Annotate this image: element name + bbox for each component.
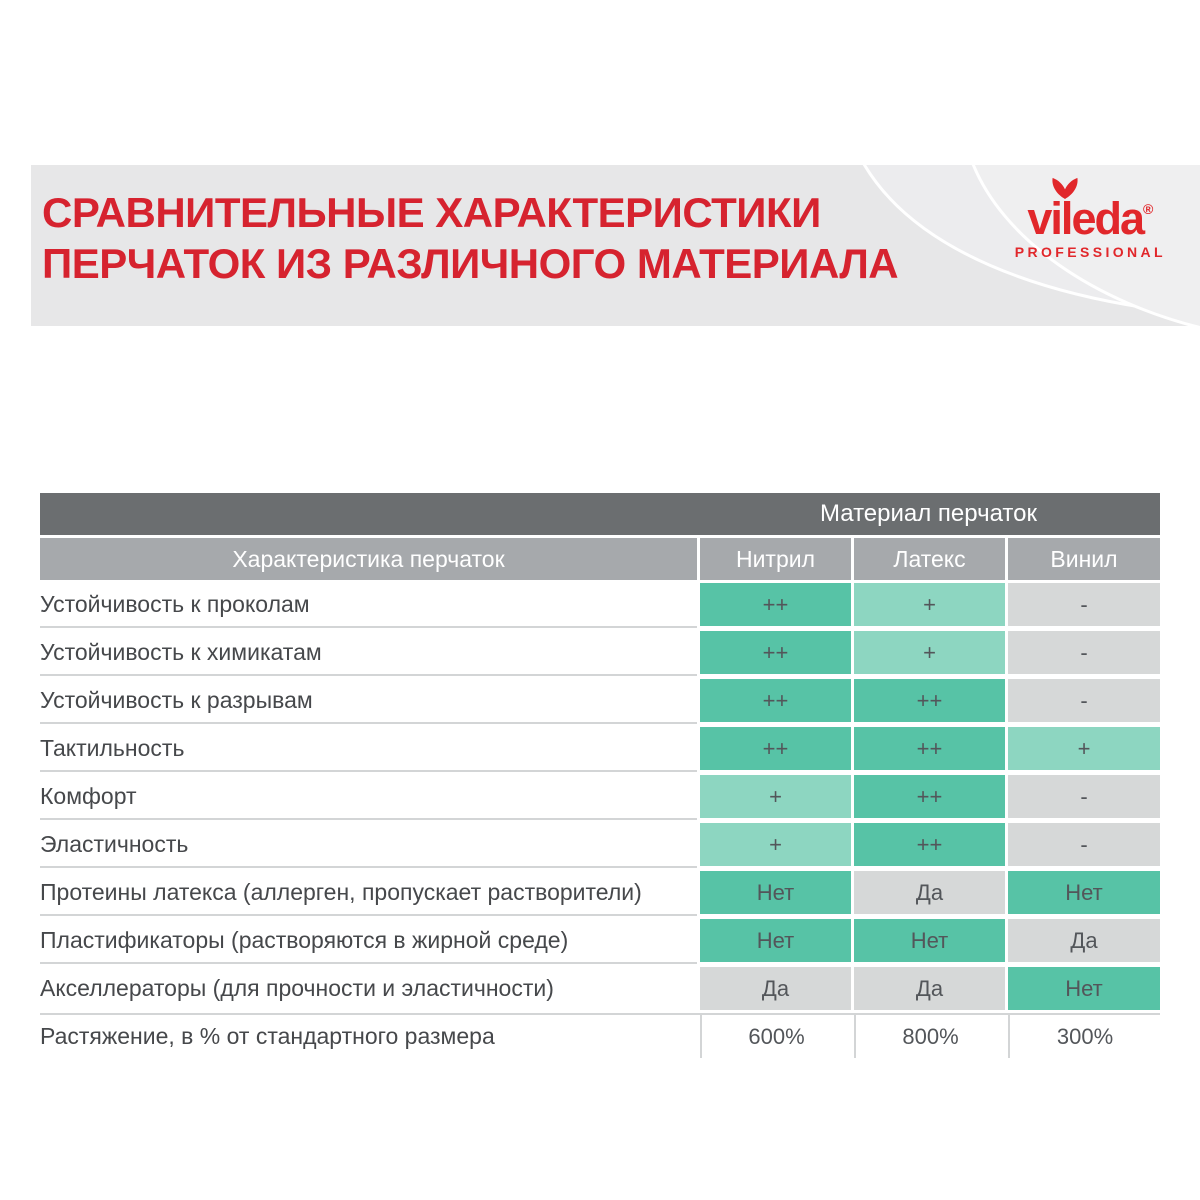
row-label: Комфорт bbox=[40, 775, 697, 820]
cell-latex: ++ bbox=[854, 775, 1005, 818]
group-header-row bbox=[40, 493, 1160, 535]
cell-nitrile: ++ bbox=[700, 727, 851, 770]
table-row bbox=[40, 727, 1160, 772]
column-header-latex: Латекс bbox=[854, 538, 1005, 580]
registered-mark: ® bbox=[1142, 201, 1154, 217]
vileda-logo bbox=[1015, 177, 1166, 260]
cell-vinyl: Да bbox=[1008, 919, 1160, 962]
cell-vinyl: Нет bbox=[1008, 967, 1160, 1010]
row-label: Акселлераторы (для прочности и эластичности) bbox=[40, 967, 697, 1010]
cell-nitrile: Нет bbox=[700, 919, 851, 962]
title-banner bbox=[31, 165, 1200, 326]
cell-latex: Да bbox=[854, 967, 1005, 1010]
cell-nitrile: Да bbox=[700, 967, 851, 1010]
cell-nitrile: Нет bbox=[700, 871, 851, 914]
cell-vinyl: 300% bbox=[1008, 1015, 1160, 1058]
logo-brand-text: vileda® bbox=[1027, 193, 1154, 244]
cell-latex: ++ bbox=[854, 727, 1005, 770]
cell-latex: + bbox=[854, 583, 1005, 626]
table-row bbox=[40, 871, 1160, 916]
cell-vinyl: - bbox=[1008, 823, 1160, 866]
table-row bbox=[40, 775, 1160, 820]
logo-sub-text: PROFESSIONAL bbox=[1014, 244, 1166, 260]
table-row bbox=[40, 583, 1160, 628]
cell-nitrile: + bbox=[700, 823, 851, 866]
column-header-vinyl: Винил bbox=[1008, 538, 1160, 580]
column-header-row bbox=[40, 538, 1160, 580]
table-row bbox=[40, 1013, 1160, 1058]
cell-vinyl: - bbox=[1008, 583, 1160, 626]
cell-latex: ++ bbox=[854, 679, 1005, 722]
row-label: Пластификаторы (растворяются в жирной среде) bbox=[40, 919, 697, 964]
page-title bbox=[42, 187, 898, 289]
cell-nitrile: ++ bbox=[700, 583, 851, 626]
page-title-line2: ПЕРЧАТОК ИЗ РАЗЛИЧНОГО МАТЕРИАЛА bbox=[42, 240, 899, 287]
row-label: Эластичность bbox=[40, 823, 697, 868]
cell-latex: 800% bbox=[854, 1015, 1005, 1058]
cell-vinyl: - bbox=[1008, 775, 1160, 818]
row-label: Протеины латекса (аллерген, пропускает растворители) bbox=[40, 871, 697, 916]
cell-vinyl: - bbox=[1008, 631, 1160, 674]
cell-latex: Нет bbox=[854, 919, 1005, 962]
table-row bbox=[40, 823, 1160, 868]
cell-nitrile: 600% bbox=[700, 1015, 851, 1058]
cell-nitrile: ++ bbox=[700, 631, 851, 674]
cell-vinyl: + bbox=[1008, 727, 1160, 770]
page-title-line1: СРАВНИТЕЛЬНЫЕ ХАРАКТЕРИСТИКИ bbox=[42, 189, 821, 236]
cell-latex: + bbox=[854, 631, 1005, 674]
row-label: Тактильность bbox=[40, 727, 697, 772]
table-row bbox=[40, 679, 1160, 724]
table-row bbox=[40, 919, 1160, 964]
row-label: Устойчивость к химикатам bbox=[40, 631, 697, 676]
row-header-label: Характеристика перчаток bbox=[40, 538, 697, 580]
cell-vinyl: - bbox=[1008, 679, 1160, 722]
cell-vinyl: Нет bbox=[1008, 871, 1160, 914]
comparison-table bbox=[40, 493, 1160, 1058]
cell-nitrile: ++ bbox=[700, 679, 851, 722]
cell-latex: ++ bbox=[854, 823, 1005, 866]
group-header-label: Материал перчаток bbox=[820, 500, 1037, 527]
cell-nitrile: + bbox=[700, 775, 851, 818]
table-row bbox=[40, 967, 1160, 1010]
cell-latex: Да bbox=[854, 871, 1005, 914]
table-row bbox=[40, 631, 1160, 676]
row-label: Устойчивость к разрывам bbox=[40, 679, 697, 724]
row-label: Устойчивость к проколам bbox=[40, 583, 697, 628]
row-label: Растяжение, в % от стандартного размера bbox=[40, 1015, 697, 1058]
column-header-nitrile: Нитрил bbox=[700, 538, 851, 580]
